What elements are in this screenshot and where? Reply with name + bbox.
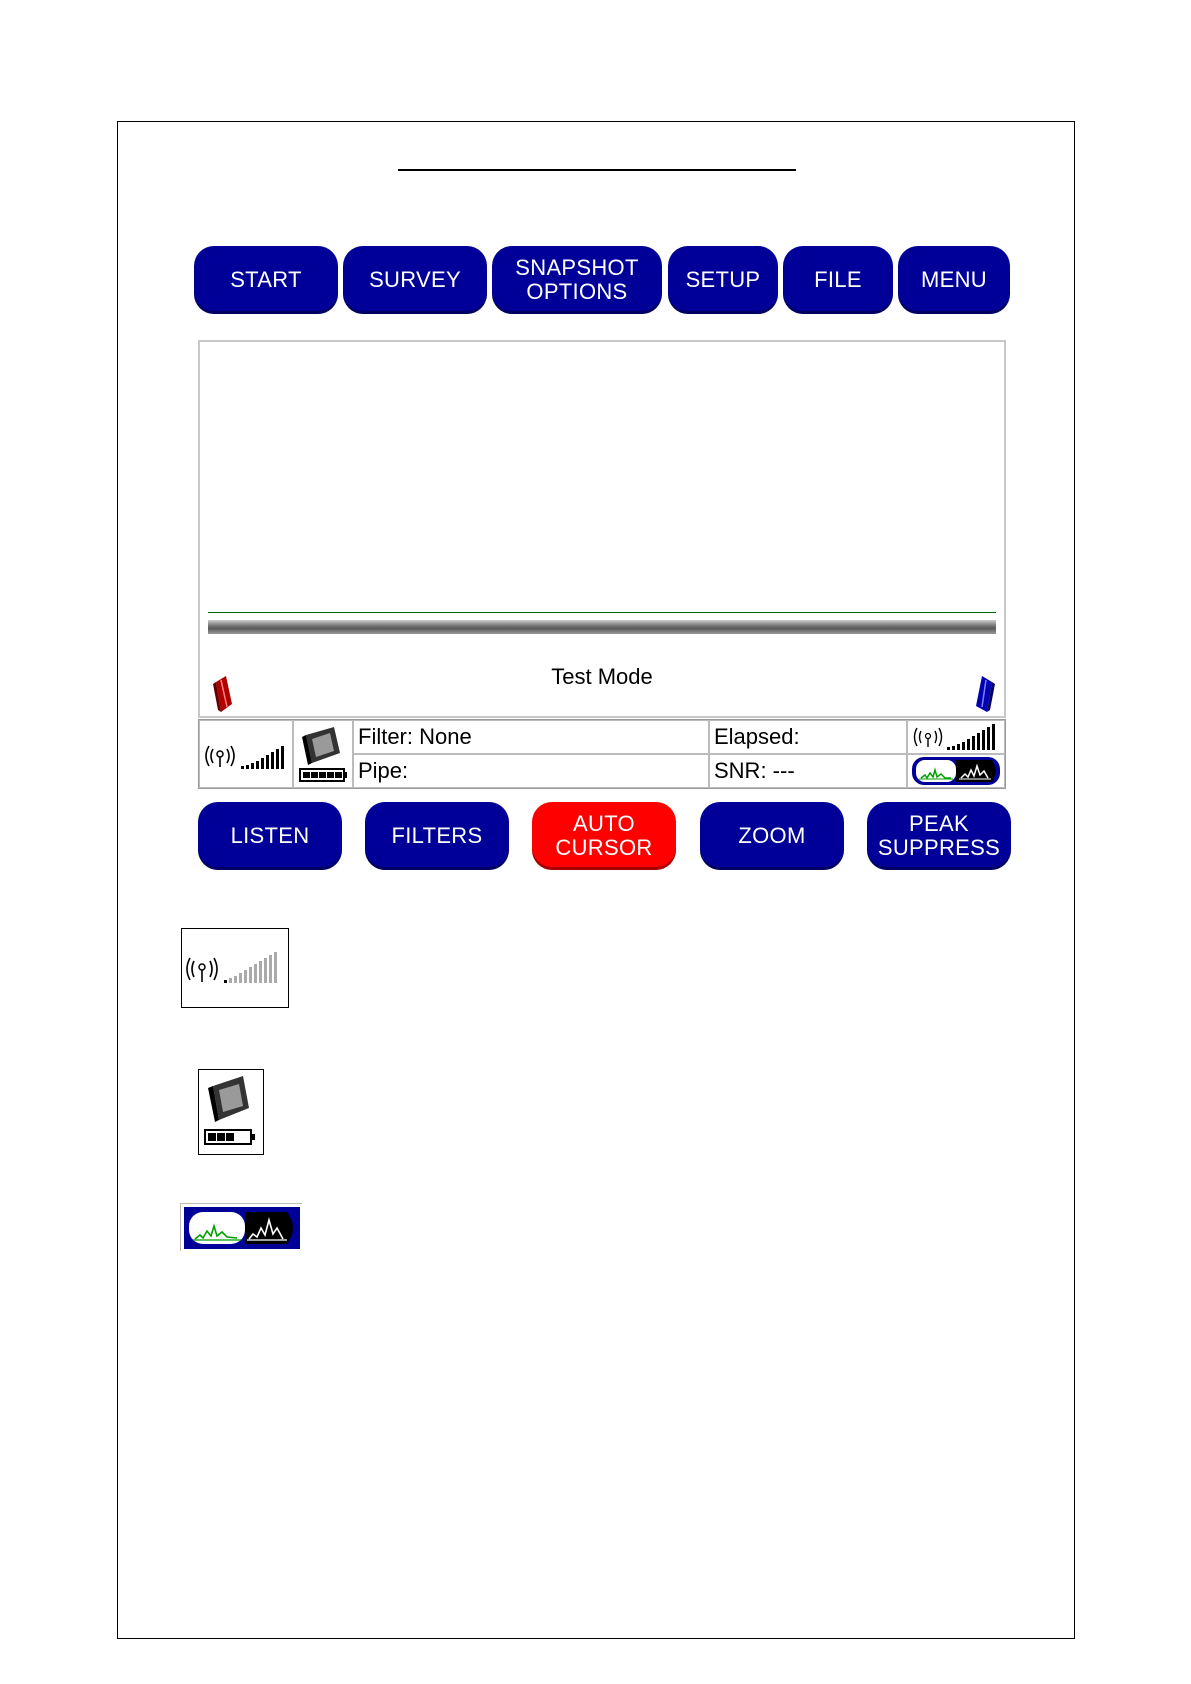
correlation-display — [198, 340, 1006, 718]
logger-cell — [293, 720, 353, 788]
file-button[interactable]: FILE — [783, 246, 893, 314]
correlation-trace — [208, 612, 996, 613]
snr-readout: SNR: --- — [709, 754, 907, 788]
status-bar — [198, 719, 1006, 789]
wireless-signal-icon — [911, 722, 1001, 752]
spectrum-cell[interactable] — [907, 754, 1005, 788]
pipe-readout: Pipe: — [353, 754, 709, 788]
sensor-red-icon — [212, 674, 234, 714]
peak-suppress-button[interactable]: PEAK SUPPRESS — [867, 802, 1011, 870]
listen-button[interactable]: LISTEN — [198, 802, 342, 870]
snapshot-options-button[interactable]: SNAPSHOT OPTIONS — [492, 246, 662, 314]
setup-button[interactable]: SETUP — [668, 246, 778, 314]
mode-label: Test Mode — [551, 664, 653, 689]
wireless-signal-icon — [201, 734, 291, 774]
filter-readout: Filter: None — [353, 720, 709, 754]
logger-battery-icon — [201, 1072, 261, 1152]
wireless-signal-icon — [183, 946, 287, 990]
survey-button[interactable]: SURVEY — [343, 246, 487, 314]
legend-signal — [181, 928, 289, 1008]
menu-button[interactable]: MENU — [898, 246, 1010, 314]
start-button[interactable]: START — [194, 246, 338, 314]
spectrum-icon — [183, 1206, 301, 1250]
pipe-bar — [208, 620, 996, 634]
signal-cell-left — [199, 720, 293, 788]
sensor-blue-icon — [974, 674, 996, 714]
spectrum-icon[interactable] — [911, 756, 1001, 786]
zoom-button[interactable]: ZOOM — [700, 802, 844, 870]
logger-battery-icon — [296, 723, 350, 785]
filters-button[interactable]: FILTERS — [365, 802, 509, 870]
signal-cell-right — [907, 720, 1005, 754]
title-rule — [398, 169, 796, 171]
legend-logger — [198, 1069, 264, 1155]
auto-cursor-button[interactable]: AUTO CURSOR — [532, 802, 676, 870]
legend-spectrum — [180, 1203, 302, 1251]
elapsed-readout: Elapsed: — [709, 720, 907, 754]
